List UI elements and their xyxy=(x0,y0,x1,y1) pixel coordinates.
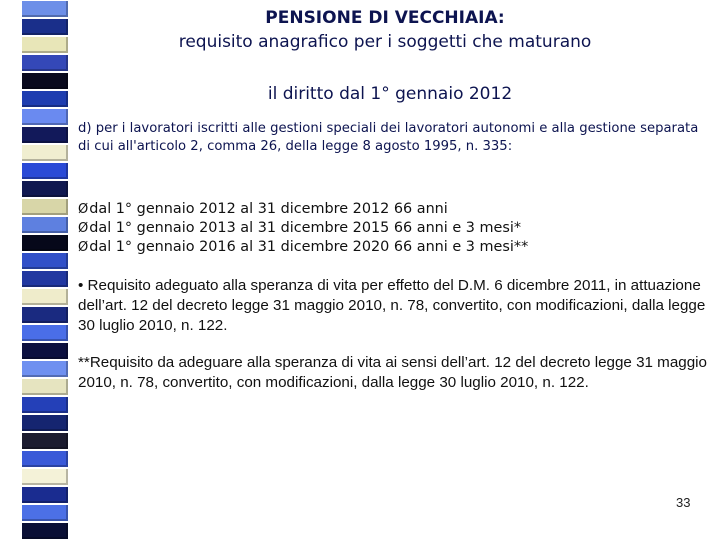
strip-square xyxy=(22,253,68,269)
strip-square xyxy=(22,487,68,503)
list-item xyxy=(78,238,708,257)
list-item xyxy=(78,219,708,238)
strip-square xyxy=(22,361,68,377)
strip-square xyxy=(22,379,68,395)
strip-square xyxy=(22,109,68,125)
strip-square xyxy=(22,127,68,143)
decorative-side-strip xyxy=(22,0,68,540)
strip-square xyxy=(22,217,68,233)
strip-square xyxy=(22,55,68,71)
slide-title xyxy=(80,6,720,106)
strip-square xyxy=(22,397,68,413)
strip-square xyxy=(22,415,68,431)
arrow-bullet-icon: Ø xyxy=(78,202,89,217)
title-line-1: PENSIONE DI VECCHIAIA: xyxy=(265,8,505,28)
strip-square xyxy=(22,289,68,305)
bullet-text: dal 1° gennaio 2012 al 31 dicembre 2012 66 anni xyxy=(89,201,448,217)
strip-square xyxy=(22,271,68,287)
list-item xyxy=(78,200,708,219)
strip-square xyxy=(22,235,68,251)
paragraph-d: d) per i lavoratori iscritti alle gestioni speciali dei lavoratori autonomi e alla gestione separata di cui all'articolo 2, comma 26, della legge 8 agosto 1995, n. 335: xyxy=(78,121,699,154)
footnote-single-asterisk: • Requisito adeguato alla speranza di vita per effetto del D.M. 6 dicembre 2011, in attuazione dell’art. 12 del decreto legge 31 maggio 2010, n. 78, convertito, con modificazioni, dalla legge 30 luglio 2010, n. 122. xyxy=(78,277,706,334)
strip-square xyxy=(22,451,68,467)
strip-square xyxy=(22,145,68,161)
strip-square xyxy=(22,325,68,341)
strip-square xyxy=(22,433,68,449)
strip-square xyxy=(22,181,68,197)
page-number: 33 xyxy=(676,495,691,510)
title-line-2: requisito anagrafico per i soggetti che maturano xyxy=(178,32,592,52)
strip-square xyxy=(22,199,68,215)
strip-square xyxy=(22,505,68,521)
strip-square xyxy=(22,523,68,539)
bullet-text: dal 1° gennaio 2013 al 31 dicembre 2015 66 anni e 3 mesi* xyxy=(89,220,522,236)
bullet-list xyxy=(78,200,708,257)
arrow-bullet-icon: Ø xyxy=(78,221,89,236)
arrow-bullet-icon: Ø xyxy=(78,240,89,255)
strip-square xyxy=(22,469,68,485)
title-line-3: il diritto dal 1° gennaio 2012 xyxy=(267,84,513,104)
strip-square xyxy=(22,307,68,323)
strip-square xyxy=(22,343,68,359)
bullet-text: dal 1° gennaio 2016 al 31 dicembre 2020 66 anni e 3 mesi** xyxy=(89,239,529,255)
footnote-double-asterisk: **Requisito da adeguare alla speranza di vita ai sensi dell’art. 12 del decreto legge 31 maggio 2010, n. 78, convertito, con modificazioni, dalla legge 30 luglio 2010, n. 122. xyxy=(78,354,707,391)
strip-square xyxy=(22,163,68,179)
